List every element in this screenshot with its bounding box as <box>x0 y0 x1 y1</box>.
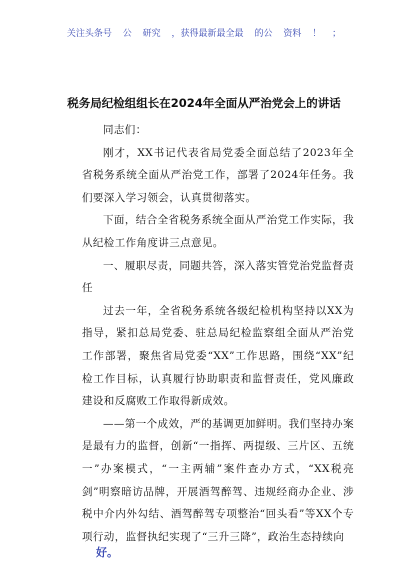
paragraph-1: 刚才，XX书记代表省局党委全面总结了2023年全省税务系统全面从严治党工作，部署了2024年任务。我们要深入学习领会，认真贯彻落实。 <box>82 146 354 204</box>
banner-text-2: 公 <box>122 29 132 39</box>
banner-text-3: 研究 <box>142 29 161 39</box>
banner-text-5: 的公 <box>254 29 273 39</box>
paragraph-2: 下面，结合全省税务系统全面从严治党工作实际，我从纪检工作角度讲三点意见。 <box>82 214 354 249</box>
banner-text-7: ！ <box>312 29 322 39</box>
paragraph-4: ——第一个成效，严的基调更加鲜明。我们坚持办案是最有力的监督，创新“一指挥、两提级、三片区、五统一”办案模式，“一主两辅”案件查办方式，“XX税亮剑”明察暗访品牌，开展酒驾醉驾、违规经商办企业、涉税中介内外勾结、酒驾醉驾专项整治“回头看”等XX个专项行动，监督执纪实现了“三升三降”，政治生态持续向 <box>82 417 354 543</box>
page-continuation-text: 好。 <box>96 546 118 559</box>
paragraph-3: 过去一年，全省税务系统各级纪检机构坚持以XX为指导，紧扣总局党委、驻总局纪检监察组全面从严治党工作部署，聚焦省局党委“XX”工作思路，围绕“XX”纪检工作目标，认真履行协助职责和监督责任，党风廉政建设和反腐败工作取得新成效。 <box>82 304 354 408</box>
promo-banner[interactable] <box>0 26 408 39</box>
banner-text-8: ； <box>332 29 342 39</box>
document-body <box>82 119 354 548</box>
banner-text-1: 关注头条号 <box>66 29 112 39</box>
document-title: 税务局纪检组组长在2024年全面从严治党会上的讲话 <box>67 96 341 110</box>
section-heading-1: 一、履职尽责，同题共答，深入落实管党治党监督责任 <box>82 259 354 295</box>
banner-text-4: ，获得最新最全最 <box>171 29 244 39</box>
banner-text-6: 资料 <box>283 29 302 39</box>
salutation: 同志们： <box>103 124 147 136</box>
